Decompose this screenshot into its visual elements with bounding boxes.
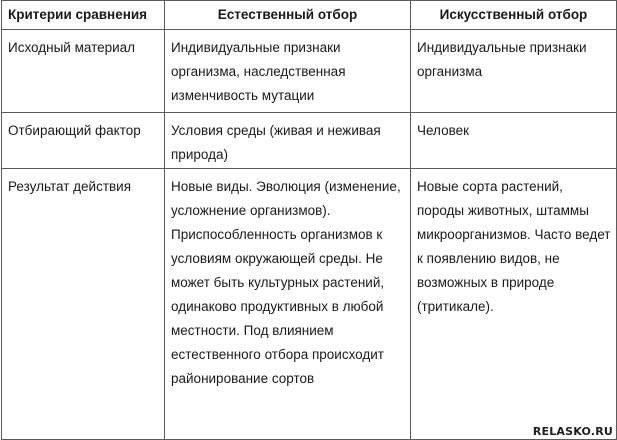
- header-artificial-selection: Искусственный отбор: [411, 1, 617, 30]
- comparison-table: [1, 0, 617, 440]
- cell-artificial: Индивидуальные признаки организма: [411, 30, 617, 113]
- cell-natural: Индивидуальные признаки организма, наследственная изменчивость мутации: [165, 30, 411, 113]
- table-row: [2, 30, 617, 113]
- table-row: [2, 113, 617, 169]
- cell-natural: Условия среды (живая и неживая природа): [165, 113, 411, 169]
- table-row: [2, 169, 617, 440]
- header-natural-selection: Естественный отбор: [165, 1, 411, 30]
- cell-criterion: Результат действия: [2, 169, 165, 440]
- cell-natural: Новые виды. Эволюция (изменение, усложнение организмов). Приспособленность организмов к условиям окружающей среды. Не может быть культурных растений, одинаково продуктивных в любой местности. Под влиянием естественного отбора происходит районирование сортов: [165, 169, 411, 440]
- table-header-row: [2, 1, 617, 30]
- cell-artificial: Новые сорта растений, породы животных, штаммы микроорганизмов. Часто ведет к появлению видов, не возможных в природе (тритикале).: [411, 169, 617, 440]
- cell-criterion: Отбирающий фактор: [2, 113, 165, 169]
- header-criteria: Критерии сравнения: [2, 1, 165, 30]
- cell-criterion: Исходный материал: [2, 30, 165, 113]
- cell-artificial: Человек: [411, 113, 617, 169]
- watermark: RELASKO.RU: [532, 425, 613, 438]
